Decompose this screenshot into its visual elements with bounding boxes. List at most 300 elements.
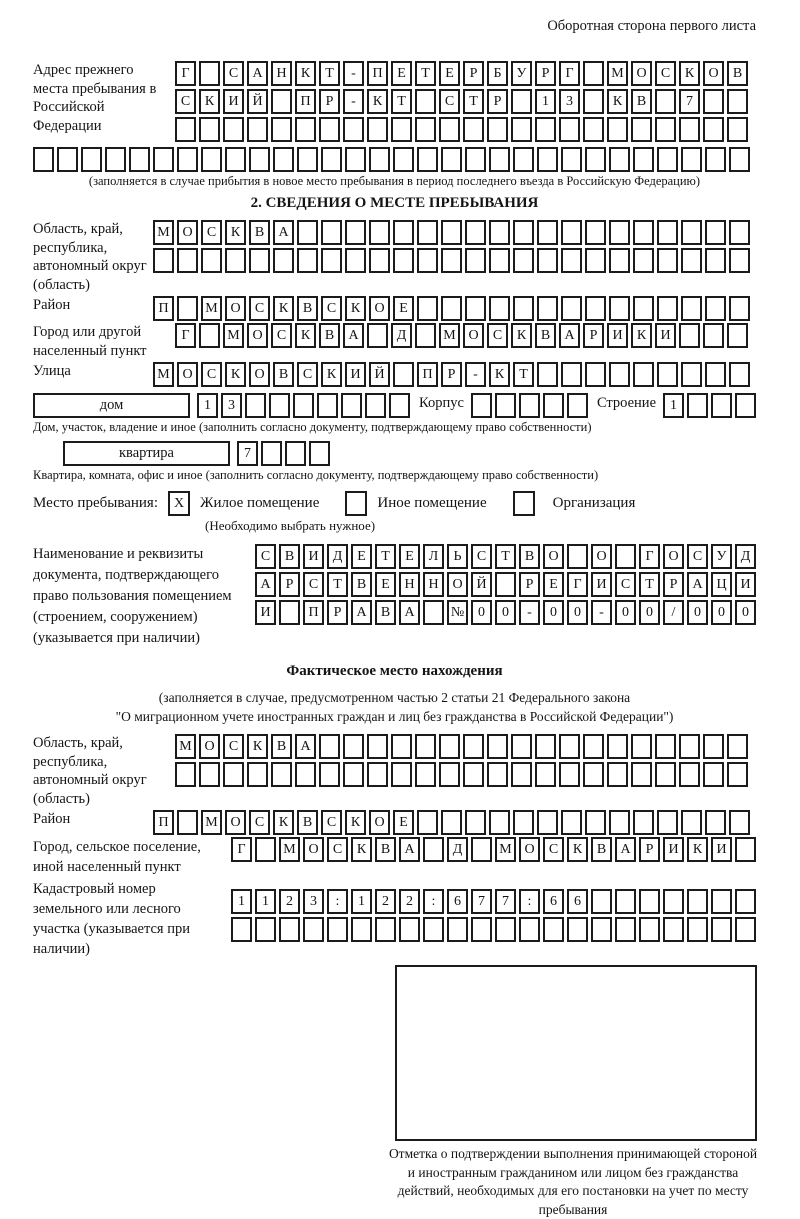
char-cell bbox=[607, 762, 628, 787]
region-rows bbox=[153, 220, 750, 276]
char-cell: М bbox=[607, 61, 628, 86]
char-cell bbox=[175, 117, 196, 142]
char-cell bbox=[463, 734, 484, 759]
char-cell bbox=[537, 296, 558, 321]
char-cell bbox=[367, 762, 388, 787]
char-cell bbox=[225, 147, 246, 172]
char-cell bbox=[735, 837, 756, 862]
street-label: Улица bbox=[33, 363, 71, 379]
char-cell: О bbox=[447, 572, 468, 597]
char-cell: А bbox=[343, 323, 364, 348]
char-cell: С bbox=[487, 323, 508, 348]
char-cell bbox=[639, 917, 660, 942]
char-cell: Г bbox=[639, 544, 660, 569]
stay-type-row bbox=[33, 491, 756, 516]
char-cell bbox=[255, 837, 276, 862]
char-cell: В bbox=[351, 572, 372, 597]
char-cell: И bbox=[735, 572, 756, 597]
char-cell bbox=[537, 810, 558, 835]
char-cell: Р bbox=[441, 362, 462, 387]
char-cell bbox=[489, 220, 510, 245]
char-cell: С bbox=[327, 837, 348, 862]
house-type-box: дом bbox=[33, 393, 190, 418]
char-cell bbox=[271, 117, 292, 142]
char-cell: М bbox=[223, 323, 244, 348]
organization-checkbox bbox=[513, 491, 535, 516]
char-cell bbox=[511, 117, 532, 142]
char-cell: Т bbox=[495, 544, 516, 569]
char-cell: М bbox=[495, 837, 516, 862]
other-premises-checkbox bbox=[345, 491, 367, 516]
char-cell bbox=[687, 917, 708, 942]
char-cell bbox=[247, 762, 268, 787]
char-cell: К bbox=[321, 362, 342, 387]
char-cell bbox=[639, 889, 660, 914]
house-number-cells bbox=[197, 393, 410, 418]
char-cell bbox=[705, 362, 726, 387]
char-cell: 0 bbox=[711, 600, 732, 625]
char-cell bbox=[561, 296, 582, 321]
char-cell bbox=[441, 296, 462, 321]
street-block bbox=[33, 362, 756, 387]
char-cell bbox=[81, 147, 102, 172]
actual-district-block bbox=[33, 810, 756, 835]
char-cell: И bbox=[255, 600, 276, 625]
char-cell: : bbox=[423, 889, 444, 914]
char-cell: 7 bbox=[237, 441, 258, 466]
char-cell bbox=[591, 917, 612, 942]
char-cell bbox=[609, 147, 630, 172]
prev-address-rows bbox=[175, 61, 748, 145]
char-cell bbox=[351, 917, 372, 942]
char-cell: А bbox=[615, 837, 636, 862]
char-cell: 0 bbox=[543, 600, 564, 625]
char-cell bbox=[655, 89, 676, 114]
char-cell bbox=[609, 248, 630, 273]
char-cell: В bbox=[271, 734, 292, 759]
district-label: Район bbox=[33, 297, 71, 313]
cell-row bbox=[153, 248, 750, 273]
char-cell bbox=[727, 89, 748, 114]
char-cell: О bbox=[369, 296, 390, 321]
char-cell bbox=[513, 147, 534, 172]
char-cell: - bbox=[343, 89, 364, 114]
char-cell: И bbox=[655, 323, 676, 348]
char-cell bbox=[199, 323, 220, 348]
char-cell: В bbox=[273, 362, 294, 387]
char-cell: 1 bbox=[535, 89, 556, 114]
char-cell bbox=[393, 362, 414, 387]
char-cell bbox=[537, 147, 558, 172]
char-cell: К bbox=[295, 323, 316, 348]
char-cell bbox=[679, 762, 700, 787]
char-cell bbox=[393, 220, 414, 245]
char-cell bbox=[225, 248, 246, 273]
char-cell bbox=[321, 147, 342, 172]
char-cell bbox=[319, 734, 340, 759]
char-cell bbox=[343, 762, 364, 787]
char-cell: № bbox=[447, 600, 468, 625]
char-cell: 3 bbox=[559, 89, 580, 114]
char-cell bbox=[729, 362, 750, 387]
char-cell bbox=[735, 393, 756, 418]
char-cell: 6 bbox=[447, 889, 468, 914]
char-cell bbox=[591, 889, 612, 914]
char-cell: Б bbox=[487, 61, 508, 86]
char-cell bbox=[703, 762, 724, 787]
char-cell bbox=[489, 147, 510, 172]
char-cell bbox=[391, 734, 412, 759]
char-cell bbox=[489, 810, 510, 835]
cell-row bbox=[153, 810, 750, 835]
char-cell: 0 bbox=[687, 600, 708, 625]
char-cell: Г bbox=[231, 837, 252, 862]
stroenie-label: Строение bbox=[596, 395, 656, 411]
char-cell: Ц bbox=[711, 572, 732, 597]
char-cell bbox=[681, 147, 702, 172]
confirmation-mark-area bbox=[388, 965, 758, 1219]
char-cell: К bbox=[687, 837, 708, 862]
char-cell: С bbox=[655, 61, 676, 86]
char-cell: - bbox=[343, 61, 364, 86]
stroenie-cells bbox=[663, 393, 756, 418]
char-cell: М bbox=[153, 362, 174, 387]
char-cell: С bbox=[303, 572, 324, 597]
char-cell bbox=[465, 810, 486, 835]
char-cell bbox=[711, 393, 732, 418]
char-cell: 3 bbox=[303, 889, 324, 914]
char-cell bbox=[519, 917, 540, 942]
cell-row bbox=[231, 889, 756, 914]
char-cell bbox=[631, 734, 652, 759]
document-block bbox=[33, 544, 756, 649]
char-cell: Д bbox=[447, 837, 468, 862]
char-cell: У bbox=[511, 61, 532, 86]
char-cell bbox=[655, 734, 676, 759]
char-cell bbox=[663, 917, 684, 942]
char-cell bbox=[465, 296, 486, 321]
char-cell: Т bbox=[391, 89, 412, 114]
cell-row-full-width bbox=[33, 147, 756, 172]
char-cell: С bbox=[223, 734, 244, 759]
char-cell bbox=[561, 362, 582, 387]
char-cell: В bbox=[297, 296, 318, 321]
char-cell bbox=[463, 117, 484, 142]
char-cell bbox=[105, 147, 126, 172]
char-cell bbox=[735, 889, 756, 914]
char-cell bbox=[465, 220, 486, 245]
char-cell bbox=[415, 734, 436, 759]
cell-row bbox=[255, 544, 756, 569]
cadastral-label: Кадастровый номер земельного или лесного участка (указывается при наличии) bbox=[33, 881, 190, 957]
char-cell bbox=[345, 220, 366, 245]
char-cell bbox=[391, 762, 412, 787]
char-cell bbox=[657, 810, 678, 835]
char-cell bbox=[273, 248, 294, 273]
cell-row bbox=[153, 220, 750, 245]
char-cell: В bbox=[631, 89, 652, 114]
char-cell: Е bbox=[375, 572, 396, 597]
char-cell bbox=[615, 544, 636, 569]
char-cell bbox=[33, 147, 54, 172]
char-cell bbox=[585, 810, 606, 835]
char-cell bbox=[513, 248, 534, 273]
char-cell: Е bbox=[393, 296, 414, 321]
char-cell: Р bbox=[639, 837, 660, 862]
char-cell bbox=[703, 323, 724, 348]
char-cell bbox=[365, 393, 386, 418]
char-cell bbox=[417, 147, 438, 172]
char-cell bbox=[631, 762, 652, 787]
char-cell bbox=[441, 810, 462, 835]
char-cell bbox=[319, 117, 340, 142]
char-cell bbox=[679, 734, 700, 759]
char-cell bbox=[561, 147, 582, 172]
char-cell bbox=[341, 393, 362, 418]
char-cell bbox=[415, 89, 436, 114]
char-cell: 0 bbox=[639, 600, 660, 625]
char-cell bbox=[177, 147, 198, 172]
char-cell bbox=[439, 117, 460, 142]
char-cell bbox=[705, 147, 726, 172]
char-cell bbox=[223, 117, 244, 142]
char-cell: М bbox=[439, 323, 460, 348]
char-cell: С bbox=[471, 544, 492, 569]
char-cell bbox=[177, 296, 198, 321]
char-cell bbox=[367, 117, 388, 142]
char-cell bbox=[319, 762, 340, 787]
char-cell bbox=[561, 248, 582, 273]
char-cell: О bbox=[703, 61, 724, 86]
residential-option-label: Жилое помещение bbox=[200, 495, 320, 511]
char-cell: О bbox=[519, 837, 540, 862]
char-cell bbox=[177, 248, 198, 273]
char-cell: В bbox=[727, 61, 748, 86]
char-cell: М bbox=[153, 220, 174, 245]
char-cell: К bbox=[351, 837, 372, 862]
char-cell bbox=[249, 248, 270, 273]
other-premises-option-label: Иное помещение bbox=[377, 495, 487, 511]
prev-address-block bbox=[33, 61, 756, 145]
char-cell: О bbox=[225, 810, 246, 835]
char-cell: Р bbox=[487, 89, 508, 114]
char-cell: И bbox=[223, 89, 244, 114]
char-cell bbox=[439, 734, 460, 759]
char-cell: - bbox=[465, 362, 486, 387]
char-cell bbox=[175, 762, 196, 787]
char-cell: Н bbox=[399, 572, 420, 597]
char-cell bbox=[297, 220, 318, 245]
cell-row bbox=[153, 362, 750, 387]
char-cell: А bbox=[351, 600, 372, 625]
char-cell: А bbox=[247, 61, 268, 86]
char-cell bbox=[567, 917, 588, 942]
char-cell: М bbox=[175, 734, 196, 759]
city-label: Город или другой населенный пункт bbox=[33, 324, 147, 359]
char-cell: Т bbox=[327, 572, 348, 597]
char-cell bbox=[295, 117, 316, 142]
char-cell: С bbox=[439, 89, 460, 114]
char-cell bbox=[199, 762, 220, 787]
char-cell: К bbox=[679, 61, 700, 86]
char-cell: О bbox=[225, 296, 246, 321]
char-cell bbox=[633, 296, 654, 321]
char-cell bbox=[729, 147, 750, 172]
char-cell bbox=[585, 248, 606, 273]
char-cell: К bbox=[489, 362, 510, 387]
char-cell bbox=[321, 220, 342, 245]
char-cell bbox=[389, 393, 410, 418]
cell-row bbox=[175, 117, 748, 142]
char-cell bbox=[631, 117, 652, 142]
char-cell bbox=[465, 147, 486, 172]
house-note: Дом, участок, владение и иное (заполнить согласно документу, подтверждающему право собственности) bbox=[33, 420, 592, 434]
char-cell bbox=[537, 220, 558, 245]
document-label: Наименование и реквизиты документа, подтверждающего право пользования помещением (строением, сооружением) (указывается при наличии) bbox=[33, 546, 232, 646]
char-cell: 1 bbox=[197, 393, 218, 418]
prev-address-note: (заполняется в случае прибытия в новое место пребывания в период последнего въезда в Российскую Федерацию) bbox=[88, 174, 701, 188]
char-cell: В bbox=[591, 837, 612, 862]
char-cell: К bbox=[607, 89, 628, 114]
char-cell bbox=[681, 362, 702, 387]
char-cell bbox=[495, 572, 516, 597]
char-cell bbox=[245, 393, 266, 418]
char-cell: П bbox=[153, 810, 174, 835]
char-cell: / bbox=[663, 600, 684, 625]
char-cell bbox=[399, 917, 420, 942]
char-cell bbox=[729, 296, 750, 321]
char-cell bbox=[663, 889, 684, 914]
char-cell bbox=[271, 89, 292, 114]
actual-location-note-line1: (заполняется в случае, предусмотренном частью 2 статьи 21 Федерального закона bbox=[158, 690, 631, 705]
char-cell bbox=[295, 762, 316, 787]
char-cell bbox=[705, 296, 726, 321]
cell-row bbox=[175, 89, 748, 114]
char-cell: 0 bbox=[615, 600, 636, 625]
actual-location-note-line2: "О миграционном учете иностранных граждан и лиц без гражданства в Российской Федерации") bbox=[115, 709, 674, 724]
char-cell: К bbox=[225, 362, 246, 387]
confirmation-mark-note: Отметка о подтверждении выполнения принимающей стороной и иностранным гражданином или лицом без гражданства действий, необходимых для его постановки на учет по месту пребывания bbox=[388, 1146, 758, 1217]
char-cell bbox=[607, 117, 628, 142]
char-cell bbox=[199, 61, 220, 86]
organization-option-label: Организация bbox=[552, 495, 636, 511]
char-cell: В bbox=[535, 323, 556, 348]
char-cell: С bbox=[321, 296, 342, 321]
char-cell bbox=[293, 393, 314, 418]
char-cell bbox=[417, 248, 438, 273]
char-cell: С bbox=[249, 810, 270, 835]
char-cell: Г bbox=[175, 323, 196, 348]
char-cell: : bbox=[327, 889, 348, 914]
char-cell bbox=[489, 248, 510, 273]
char-cell: О bbox=[249, 362, 270, 387]
char-cell bbox=[657, 248, 678, 273]
char-cell bbox=[681, 296, 702, 321]
char-cell: О bbox=[543, 544, 564, 569]
char-cell: Л bbox=[423, 544, 444, 569]
char-cell bbox=[415, 323, 436, 348]
stay-type-note: (Необходимо выбрать нужное) bbox=[205, 518, 376, 533]
char-cell bbox=[415, 762, 436, 787]
char-cell bbox=[585, 220, 606, 245]
char-cell bbox=[705, 810, 726, 835]
apartment-number-cells bbox=[237, 441, 330, 466]
char-cell bbox=[297, 248, 318, 273]
char-cell: С bbox=[201, 362, 222, 387]
char-cell: М bbox=[279, 837, 300, 862]
char-cell bbox=[201, 147, 222, 172]
char-cell: И bbox=[663, 837, 684, 862]
char-cell: 0 bbox=[471, 600, 492, 625]
char-cell: М bbox=[201, 296, 222, 321]
char-cell bbox=[535, 734, 556, 759]
apartment-row bbox=[63, 441, 756, 466]
korpus-cells bbox=[471, 393, 588, 418]
char-cell: А bbox=[273, 220, 294, 245]
char-cell bbox=[199, 117, 220, 142]
char-cell: О bbox=[663, 544, 684, 569]
char-cell bbox=[201, 248, 222, 273]
char-cell: Е bbox=[393, 810, 414, 835]
char-cell bbox=[255, 917, 276, 942]
char-cell: 0 bbox=[735, 600, 756, 625]
char-cell bbox=[511, 89, 532, 114]
korpus-label: Корпус bbox=[419, 395, 464, 411]
char-cell: Н bbox=[423, 572, 444, 597]
char-cell: Т bbox=[639, 572, 660, 597]
char-cell bbox=[687, 889, 708, 914]
char-cell bbox=[559, 734, 580, 759]
char-cell: Т bbox=[415, 61, 436, 86]
char-cell: 7 bbox=[495, 889, 516, 914]
char-cell bbox=[177, 810, 198, 835]
char-cell bbox=[471, 393, 492, 418]
char-cell: С bbox=[271, 323, 292, 348]
char-cell bbox=[423, 600, 444, 625]
char-cell: К bbox=[295, 61, 316, 86]
char-cell bbox=[465, 248, 486, 273]
char-cell bbox=[681, 248, 702, 273]
char-cell: Й bbox=[369, 362, 390, 387]
char-cell bbox=[633, 362, 654, 387]
char-cell: Д bbox=[327, 544, 348, 569]
char-cell bbox=[537, 248, 558, 273]
char-cell bbox=[271, 762, 292, 787]
residential-checkbox bbox=[168, 491, 190, 516]
char-cell bbox=[729, 248, 750, 273]
char-cell bbox=[327, 917, 348, 942]
char-cell bbox=[679, 323, 700, 348]
cadastral-block bbox=[33, 879, 756, 959]
char-cell: 1 bbox=[231, 889, 252, 914]
cell-row bbox=[255, 572, 756, 597]
char-cell bbox=[439, 762, 460, 787]
char-cell: Р bbox=[535, 61, 556, 86]
char-cell bbox=[561, 220, 582, 245]
char-cell: В bbox=[297, 810, 318, 835]
char-cell bbox=[705, 248, 726, 273]
char-cell bbox=[345, 248, 366, 273]
section2-title: 2. СВЕДЕНИЯ О МЕСТЕ ПРЕБЫВАНИЯ bbox=[250, 195, 539, 211]
char-cell bbox=[711, 917, 732, 942]
char-cell: 2 bbox=[399, 889, 420, 914]
char-cell bbox=[535, 117, 556, 142]
char-cell bbox=[487, 117, 508, 142]
char-cell bbox=[681, 220, 702, 245]
char-cell: 0 bbox=[495, 600, 516, 625]
char-cell bbox=[585, 147, 606, 172]
char-cell bbox=[735, 917, 756, 942]
